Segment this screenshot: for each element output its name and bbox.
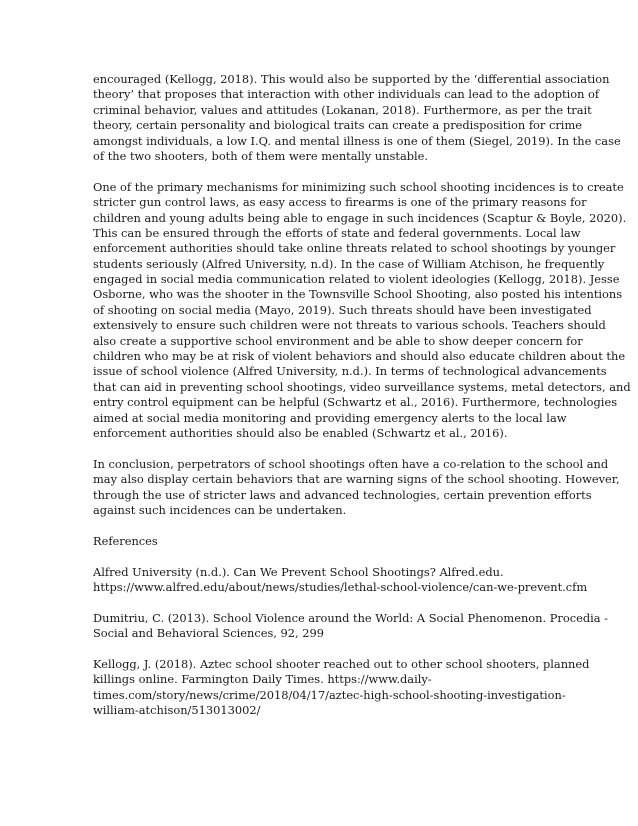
text-line: of the two shooters, both of them were mentally unstable. (93, 148, 429, 163)
text-line: enforcement authorities should also be enabled (Schwartz et al., 2016). (93, 425, 508, 440)
text-line: students seriously (Alfred University, n.d). In the case of William Atchison, he frequently (93, 256, 605, 271)
text-line: Alfred University (n.d.). Can We Prevent School Shootings? Alfred.edu. (93, 564, 504, 579)
text-line: This can be ensured through the efforts of state and federal governments. Local law (93, 225, 581, 240)
text-line: In conclusion, perpetrators of school shootings often have a co-relation to the school and (93, 456, 609, 471)
text-line: against such incidences can be undertaken. (93, 502, 347, 517)
document-body (93, 72, 631, 734)
text-line: may also display certain behaviors that are warning signs of the school shooting. However, (93, 472, 620, 487)
text-line: encouraged (Kellogg, 2018). This would also be supported by the ‘differential association (93, 72, 610, 86)
text-line: Dumitriu, C. (2013). School Violence around the World: A Social Phenomenon. Procedia - (93, 610, 609, 625)
text-line: of shooting on social media (Mayo, 2019). Such threats should have been investigated (93, 302, 592, 317)
text-line: theory’ that proposes that interaction with other individuals can lead to the adoption of (93, 87, 600, 102)
text-line: enforcement authorities should take online threats related to school shootings by younger (93, 241, 616, 256)
reference-entry (93, 610, 609, 642)
reference-entry (93, 564, 588, 596)
text-line: One of the primary mechanisms for minimizing such school shooting incidences is to create (93, 179, 624, 194)
text-line: theory, certain personality and biological traits can create a predisposition for crime (93, 118, 582, 133)
paragraph-1 (93, 72, 621, 164)
reference-entry (93, 656, 590, 719)
text-line: Kellogg, J. (2018). Aztec school shooter reached out to other school shooters, planned (93, 656, 590, 671)
paragraph-2 (93, 179, 631, 442)
text-line: issue of school violence (Alfred University, n.d.). In terms of technological advancements (93, 364, 607, 379)
text-line: through the use of stricter laws and advanced technologies, certain prevention efforts (93, 487, 592, 502)
references-heading-text: References (93, 533, 158, 548)
text-line: children who may be at risk of violent behaviors and should also educate children about the (93, 349, 626, 364)
text-line: that can aid in preventing school shootings, video surveillance systems, metal detectors, and (93, 379, 631, 394)
text-line: amongst individuals, a low I.Q. and mental illness is one of them (Siegel, 2019). In the case (93, 133, 621, 148)
text-line: Social and Behavioral Sciences, 92, 299 (93, 626, 325, 641)
text-line: criminal behavior, values and attitudes (Lokanan, 2018). Furthermore, as per the trait (93, 102, 592, 117)
text-line: engaged in social media communication related to violent ideologies (Kellogg, 2018). Jesse (93, 272, 620, 287)
paragraph-3 (93, 456, 620, 519)
text-line: stricter gun control laws, as easy access to firearms is one of the primary reasons for (93, 195, 587, 210)
text-line: aimed at social media monitoring and providing emergency alerts to the local law (93, 410, 567, 425)
references-heading (93, 534, 553, 549)
text-line: entry control equipment can be helpful (Schwartz et al., 2016). Furthermore, technologies (93, 395, 618, 410)
reference-url[interactable]: william-atchison/513013002/ (93, 703, 261, 718)
text-line: extensively to ensure such children were not threats to various schools. Teachers should (93, 318, 606, 333)
text-line: children and young adults being able to engage in such incidences (Scaptur & Boyle, 2020). (93, 210, 627, 225)
text-line: Osborne, who was the shooter in the Townsville School Shooting, also posted his intentions (93, 287, 623, 302)
text-line: killings online. Farmington Daily Times. https://www.daily- (93, 672, 432, 687)
reference-url[interactable]: https://www.alfred.edu/about/news/studies/lethal-school-violence/can-we-prevent.cfm (93, 579, 588, 594)
text-line: also create a supportive school environment and be able to show deeper concern for (93, 333, 583, 348)
reference-url[interactable]: times.com/story/news/crime/2018/04/17/aztec-high-school-shooting-investigation- (93, 687, 566, 702)
